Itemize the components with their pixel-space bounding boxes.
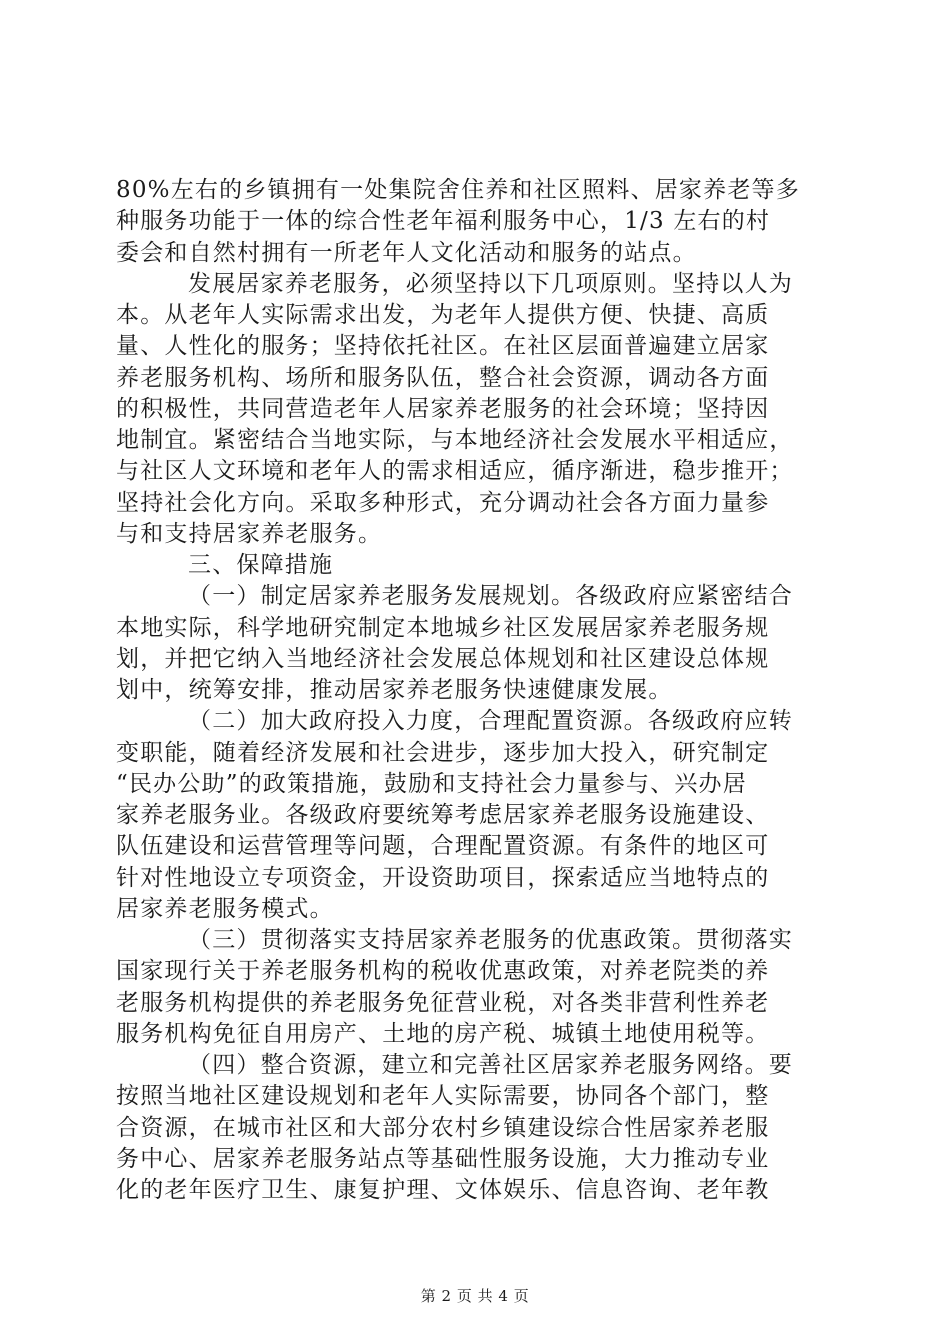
body-line: 与社区人文环境和老年人的需求相适应，循序渐进，稳步推开；	[116, 458, 794, 485]
body-line: 务中心、居家养老服务站点等基础性服务设施，大力推动专业	[116, 1145, 770, 1172]
paragraph-start-line: （四）整合资源，建立和完善社区居家养老服务网络。要	[188, 1052, 793, 1078]
body-line: 国家现行关于养老服务机构的税收优惠政策，对养老院类的养	[116, 958, 770, 985]
body-line: 80%左右的乡镇拥有一处集院舍住养和社区照料、居家养老等多	[116, 177, 800, 203]
body-line: 地制宜。紧密结合当地实际，与本地经济社会发展水平相适应，	[116, 427, 794, 453]
body-line: 服务机构免征自用房产、土地的房产税、城镇土地使用税等。	[116, 1020, 770, 1047]
section-heading: 三、保障措施	[188, 552, 334, 578]
paragraph-start-line: （二）加大政府投入力度，合理配置资源。各级政府应转	[188, 708, 793, 735]
body-line: 养老服务机构、场所和服务队伍，整合社会资源，调动各方面	[116, 364, 770, 391]
body-line: 化的老年医疗卫生、康复护理、文体娱乐、信息咨询、老年教	[116, 1177, 770, 1203]
body-line: 划，并把它纳入当地经济社会发展总体规划和社区建设总体规	[116, 645, 770, 672]
body-line: 按照当地社区建设规划和老年人实际需要，协同各个部门，整	[116, 1083, 770, 1110]
body-line: 合资源，在城市社区和大部分农村乡镇建设综合性居家养老服	[116, 1114, 770, 1141]
body-line: 本地实际，科学地研究制定本地城乡社区发展居家养老服务规	[116, 614, 770, 641]
body-line: 变职能，随着经济发展和社会进步，逐步加大投入，研究制定	[116, 739, 770, 766]
paragraph-start-line: （一）制定居家养老服务发展规划。各级政府应紧密结合	[188, 583, 793, 610]
body-line: 种服务功能于一体的综合性老年福利服务中心，1/3 左右的村	[116, 208, 771, 235]
body-line: 队伍建设和运营管理等问题，合理配置资源。有条件的地区可	[116, 833, 770, 860]
body-line: 委会和自然村拥有一所老年人文化活动和服务的站点。	[116, 239, 697, 266]
document-body	[116, 175, 834, 1206]
body-line: 量、人性化的服务；坚持依托社区。在社区层面普遍建立居家	[116, 333, 770, 360]
paragraph-start-line: 发展居家养老服务，必须坚持以下几项原则。坚持以人为	[188, 270, 793, 297]
body-line: 的积极性，共同营造老年人居家养老服务的社会环境；坚持因	[116, 395, 770, 422]
paragraph-start-line: （三）贯彻落实支持居家养老服务的优惠政策。贯彻落实	[188, 927, 793, 953]
body-line: 本。从老年人实际需求出发，为老年人提供方便、快捷、高质	[116, 302, 770, 328]
body-line: 居家养老服务模式。	[116, 895, 334, 922]
body-line: 针对性地设立专项资金，开设资助项目，探索适应当地特点的	[116, 864, 770, 891]
body-line: 坚持社会化方向。采取多种形式，充分调动社会各方面力量参	[116, 489, 770, 516]
body-line: 老服务机构提供的养老服务免征营业税，对各类非营利性养老	[116, 989, 770, 1016]
page-footer	[0, 1286, 950, 1306]
body-line: “民办公助”的政策措施，鼓励和支持社会力量参与、兴办居	[116, 770, 747, 797]
body-line: 家养老服务业。各级政府要统筹考虑居家养老服务设施建设、	[116, 802, 770, 828]
page-number-label: 第 2 页 共 4 页	[420, 1287, 530, 1305]
body-line: 与和支持居家养老服务。	[116, 520, 383, 547]
body-line: 划中，统筹安排，推动居家养老服务快速健康发展。	[116, 677, 673, 703]
